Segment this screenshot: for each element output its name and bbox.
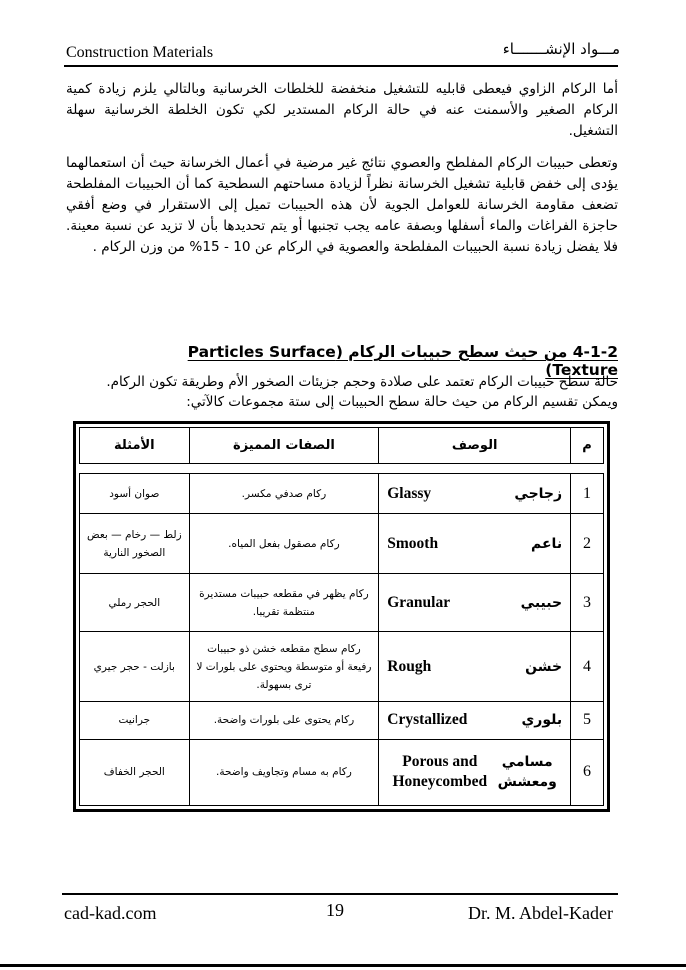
footer-website: cad-kad.com bbox=[64, 903, 157, 923]
cell-features: ركام سطح مقطعه خشن ذو حبيبات رفيعة أو متوسطة ويحتوى على بلورات لا ترى بسهولة. bbox=[189, 632, 379, 701]
cell-description bbox=[379, 739, 571, 805]
cell-examples: بازلت - حجر جيري bbox=[80, 632, 190, 701]
cell-description bbox=[379, 632, 571, 701]
header-features: الصفات المميزة bbox=[189, 428, 379, 464]
texture-english: Rough bbox=[387, 657, 432, 675]
texture-arabic: مسامي ومعشش bbox=[497, 754, 557, 791]
header-title-arabic: مـــواد الإنشـــــــاء bbox=[502, 40, 620, 58]
cell-description bbox=[379, 574, 571, 632]
texture-english: Glassy bbox=[387, 484, 432, 502]
cell-features: ركام صدفي مكسر. bbox=[189, 474, 379, 514]
cell-examples: الحجر الخفاف bbox=[80, 739, 190, 805]
bottom-edge-rule bbox=[0, 964, 686, 967]
cell-number: 6 bbox=[571, 739, 604, 805]
cell-features: ركام مصقول بفعل المياه. bbox=[189, 514, 379, 574]
cell-examples: جرانيت bbox=[80, 701, 190, 739]
table-row bbox=[80, 574, 604, 632]
cell-number: 1 bbox=[571, 474, 604, 514]
header-title-english: Construction Materials bbox=[66, 44, 214, 61]
footer-rule bbox=[62, 893, 618, 895]
header-number: م bbox=[571, 428, 604, 464]
intro-line: ويمكن تقسيم الركام من حيث حالة سطح الحبيبات إلى ستة مجموعات كالآتي: bbox=[186, 394, 618, 410]
texture-arabic: ناعم bbox=[531, 535, 563, 552]
cell-features: ركام يحتوى على بلورات واضحة. bbox=[189, 701, 379, 739]
cell-examples: زلط — رخام — بعض الصخور النارية bbox=[80, 514, 190, 574]
texture-arabic: خشن bbox=[525, 658, 563, 675]
cell-number: 3 bbox=[571, 574, 604, 632]
table-row bbox=[80, 514, 604, 574]
intro-line: حالة سطح حبيبات الركام تعتمد على صلادة وحجم جزيئات الصخور الأم وطريقة تكون الركام. bbox=[106, 374, 618, 390]
cell-examples: صوان أسود bbox=[80, 474, 190, 514]
table-row bbox=[80, 474, 604, 514]
cell-number: 4 bbox=[571, 632, 604, 701]
texture-english: Crystallized bbox=[387, 711, 468, 729]
texture-arabic: حبيبي bbox=[520, 594, 563, 611]
cell-description bbox=[379, 474, 571, 514]
table-row bbox=[80, 739, 604, 805]
header-description: الوصف bbox=[379, 428, 571, 464]
paragraph-angular-aggregate: أما الركام الزاوي فيعطى قابليه للتشغيل منخفضة للخلطات الخرسانية وبالتالي يلزم زيادة كمية الركام الصغير والأسمنت عنه في حالة الركام المستدير لكي تكون الخلطة الخرسانية سهلة التشغيل. bbox=[66, 81, 618, 139]
page-number: 19 bbox=[326, 900, 344, 920]
cell-description bbox=[379, 701, 571, 739]
surface-texture-table bbox=[73, 421, 610, 812]
texture-arabic: بلوري bbox=[521, 712, 563, 729]
header-rule bbox=[64, 65, 618, 67]
cell-features: ركام يظهر في مقطعه حبيبات مستديرة منتظمة تقريبا. bbox=[189, 574, 379, 632]
table-row bbox=[80, 701, 604, 739]
header-examples: الأمثلة bbox=[80, 428, 190, 464]
footer-author: Dr. M. Abdel-Kader bbox=[468, 903, 613, 923]
paragraph-flaky-elongated: وتعطى حبيبات الركام المفلطح والعصوي نتائج غير مرضية في أعمال الخرسانة حيث أن استعمالهما يؤدى إلى خفض قابلية تشغيل الخرسانة نظراً لزيادة مساحتهم السطحية كما أن الحبيبات المفلطحة تضعف مقاومة الخرسانة للعوامل الجوية لأن هذه الحبيبات تميل إلى الاستقرار في وضع أفقي حاجزة الفراغات والماء أسفلها وبصفة عامه يجب تجنبها أو يتم تحديدها بأن لا تزيد عن نسبة معينة. فلا يفضل زيادة نسبة الحبيبات المفلطحة والعصوية في الركام عن 10 - 15% من وزن الركام . bbox=[66, 155, 618, 255]
texture-english: Porous and Honeycombed bbox=[392, 753, 488, 791]
texture-arabic: زجاجي bbox=[514, 485, 563, 502]
cell-examples: الحجر رملي bbox=[80, 574, 190, 632]
header-gap bbox=[80, 464, 604, 474]
cell-description bbox=[379, 514, 571, 574]
texture-english: Granular bbox=[387, 593, 451, 611]
texture-english: Smooth bbox=[387, 534, 439, 552]
cell-number: 2 bbox=[571, 514, 604, 574]
section-heading: 4-1-2 من حيث سطح حبيبات الركام (Particles Surface Texture) bbox=[187, 343, 618, 379]
cell-features: ركام به مسام وتجاويف واضحة. bbox=[189, 739, 379, 805]
table-row bbox=[80, 632, 604, 701]
section-intro bbox=[66, 372, 618, 412]
cell-number: 5 bbox=[571, 701, 604, 739]
